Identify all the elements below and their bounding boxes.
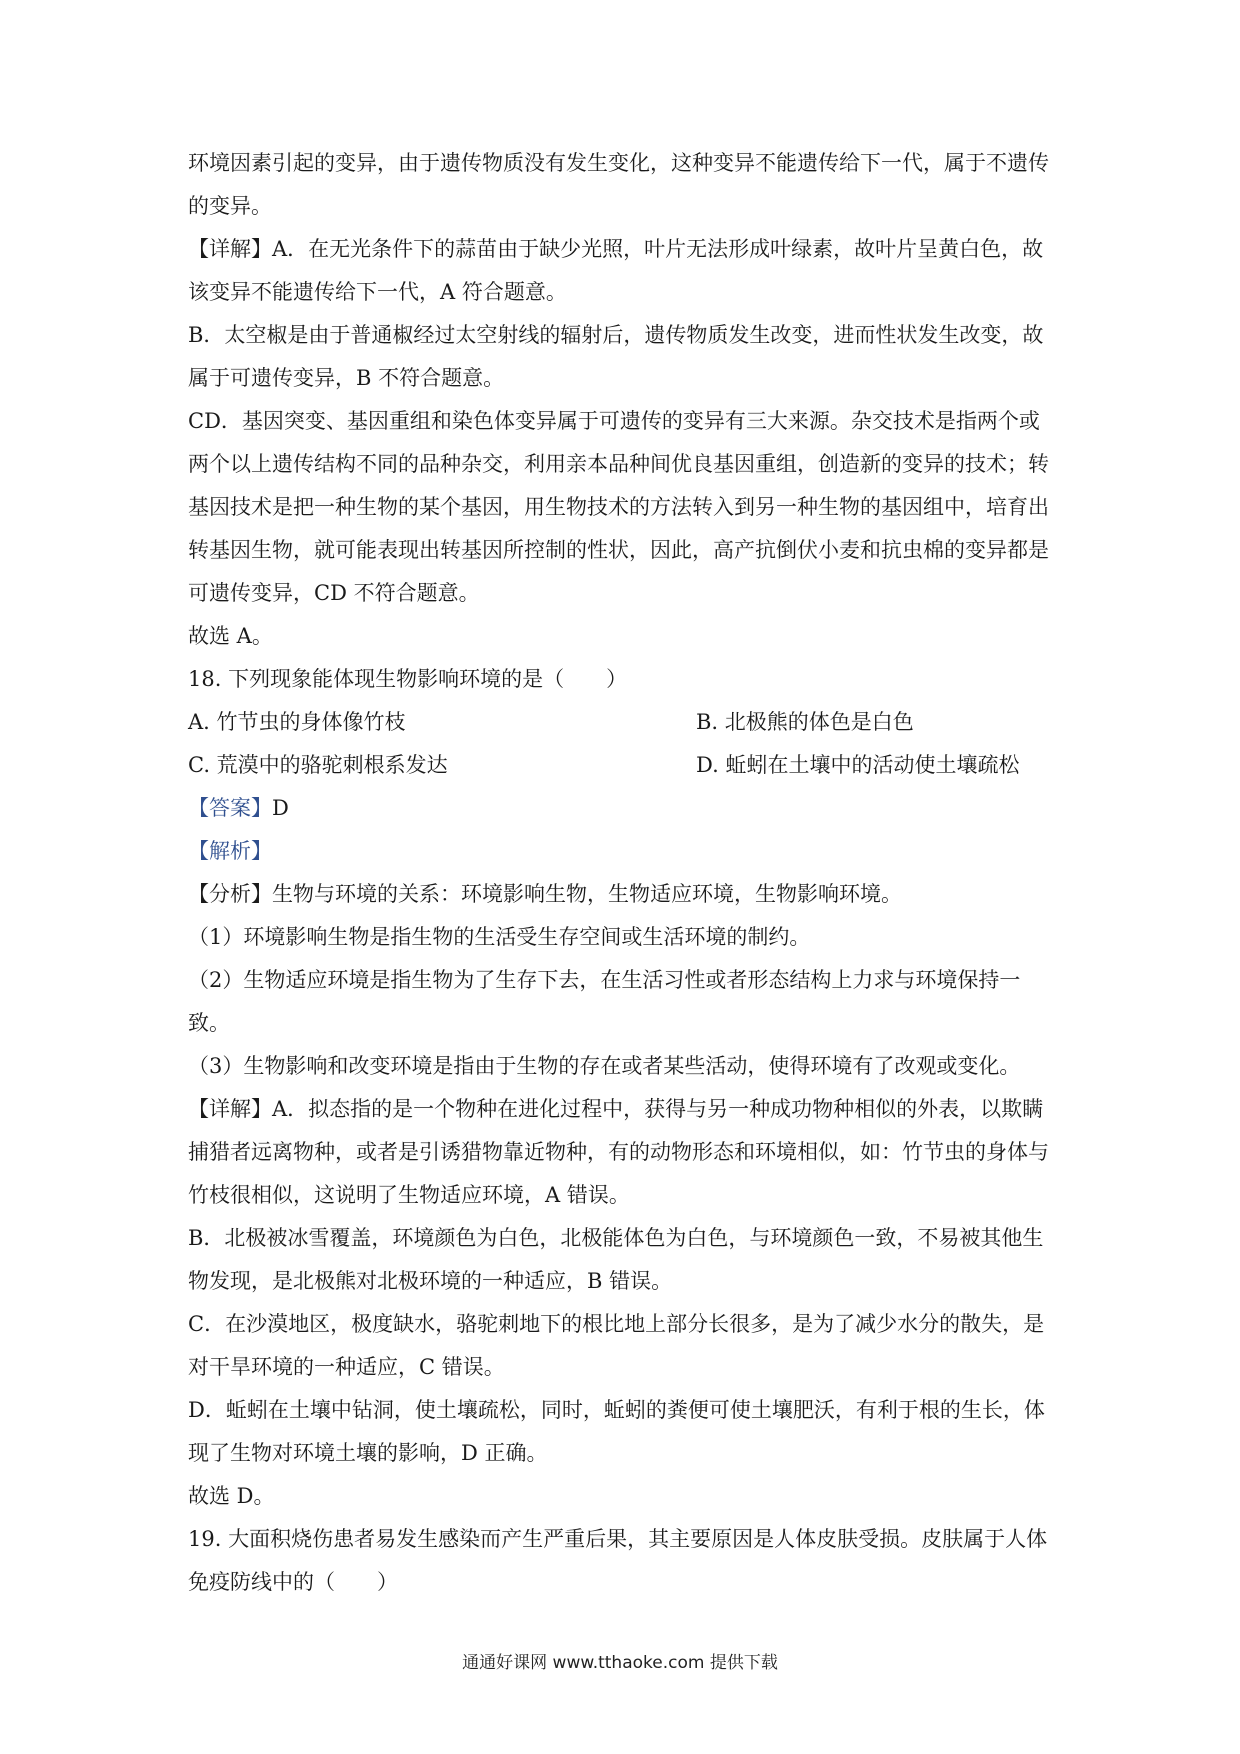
- answer-value: D: [272, 796, 289, 820]
- question-18-stem: 18. 下列现象能体现生物影响环境的是（ ）: [188, 667, 628, 691]
- paragraph: B．北极被冰雪覆盖，环境颜色为白色，北极能体色为白色，与环境颜色一致，不易被其他生物发现，是北极熊对北极环境的一种适应，B 错误。: [188, 1226, 1044, 1293]
- paragraph: C．在沙漠地区，极度缺水，骆驼刺地下的根比地上部分长很多，是为了减少水分的散失，是对干旱环境的一种适应，C 错误。: [188, 1312, 1045, 1379]
- paragraph: 【分析】生物与环境的关系：环境影响生物，生物适应环境，生物影响环境。: [188, 882, 902, 906]
- paragraph: 【详解】A．拟态指的是一个物种在进化过程中，获得与另一种成功物种相似的外表，以欺瞒捕猎者远离物种，或者是引诱猎物靠近物种，有的动物形态和环境相似，如：竹节虫的身体与竹枝很相似，这说明了生物适应环境，A 错误。: [188, 1097, 1049, 1207]
- paragraph: D．蚯蚓在土壤中钻洞，使土壤疏松，同时，蚯蚓的粪便可使土壤肥沃，有利于根的生长，体现了生物对环境土壤的影响，D 正确。: [188, 1398, 1045, 1465]
- paragraph: 环境因素引起的变异，由于遗传物质没有发生变化，这种变异不能遗传给下一代，属于不遗传的变异。: [188, 151, 1049, 218]
- paragraph: 【详解】A．在无光条件下的蒜苗由于缺少光照，叶片无法形成叶绿素，故叶片呈黄白色，故该变异不能遗传给下一代，A 符合题意。: [188, 237, 1044, 304]
- option-a: A. 竹节虫的身体像竹枝: [188, 710, 406, 734]
- paragraph: B．太空椒是由于普通椒经过太空射线的辐射后，遗传物质发生改变，进而性状发生改变，故属于可遗传变异，B 不符合题意。: [188, 323, 1044, 390]
- question-19-stem: 19. 大面积烧伤患者易发生感染而产生严重后果，其主要原因是人体皮肤受损。皮肤属于人体免疫防线中的（ ）: [188, 1527, 1048, 1594]
- answer-label: 【答案】: [188, 796, 272, 820]
- paragraph: CD．基因突变、基因重组和染色体变异属于可遗传的变异有三大来源。杂交技术是指两个或两个以上遗传结构不同的品种杂交，利用亲本品种间优良基因重组，创造新的变异的技术；转基因技术是把一种生物的某个基因，用生物技术的方法转入到另一种生物的基因组中，培育出转基因生物，就可能表现出转基因所控制的性状，因此，高产抗倒伏小麦和抗虫棉的变异都是可遗传变异，CD 不符合题意。: [188, 409, 1049, 605]
- question-18-options: [188, 701, 1058, 787]
- page-footer: 通通好课网 www.tthaoke.com 提供下载: [462, 1653, 778, 1673]
- paragraph: （2）生物适应环境是指生物为了生存下去，在生活习性或者形态结构上力求与环境保持一致。: [188, 968, 1021, 1035]
- analysis-label: 【解析】: [188, 839, 272, 863]
- paragraph: 故选 D。: [188, 1484, 275, 1508]
- paragraph: （3）生物影响和改变环境是指由于生物的存在或者某些活动，使得环境有了改观或变化。: [188, 1054, 1021, 1078]
- document-body: [188, 142, 1058, 1604]
- answer-line: [188, 787, 1058, 830]
- option-d: D. 蚯蚓在土壤中的活动使土壤疏松: [696, 753, 1020, 777]
- option-b: B. 北极熊的体色是白色: [696, 710, 914, 734]
- paragraph: 故选 A。: [188, 624, 273, 648]
- paragraph: （1）环境影响生物是指生物的生活受生存空间或生活环境的制约。: [188, 925, 811, 949]
- option-c: C. 荒漠中的骆驼刺根系发达: [188, 753, 448, 777]
